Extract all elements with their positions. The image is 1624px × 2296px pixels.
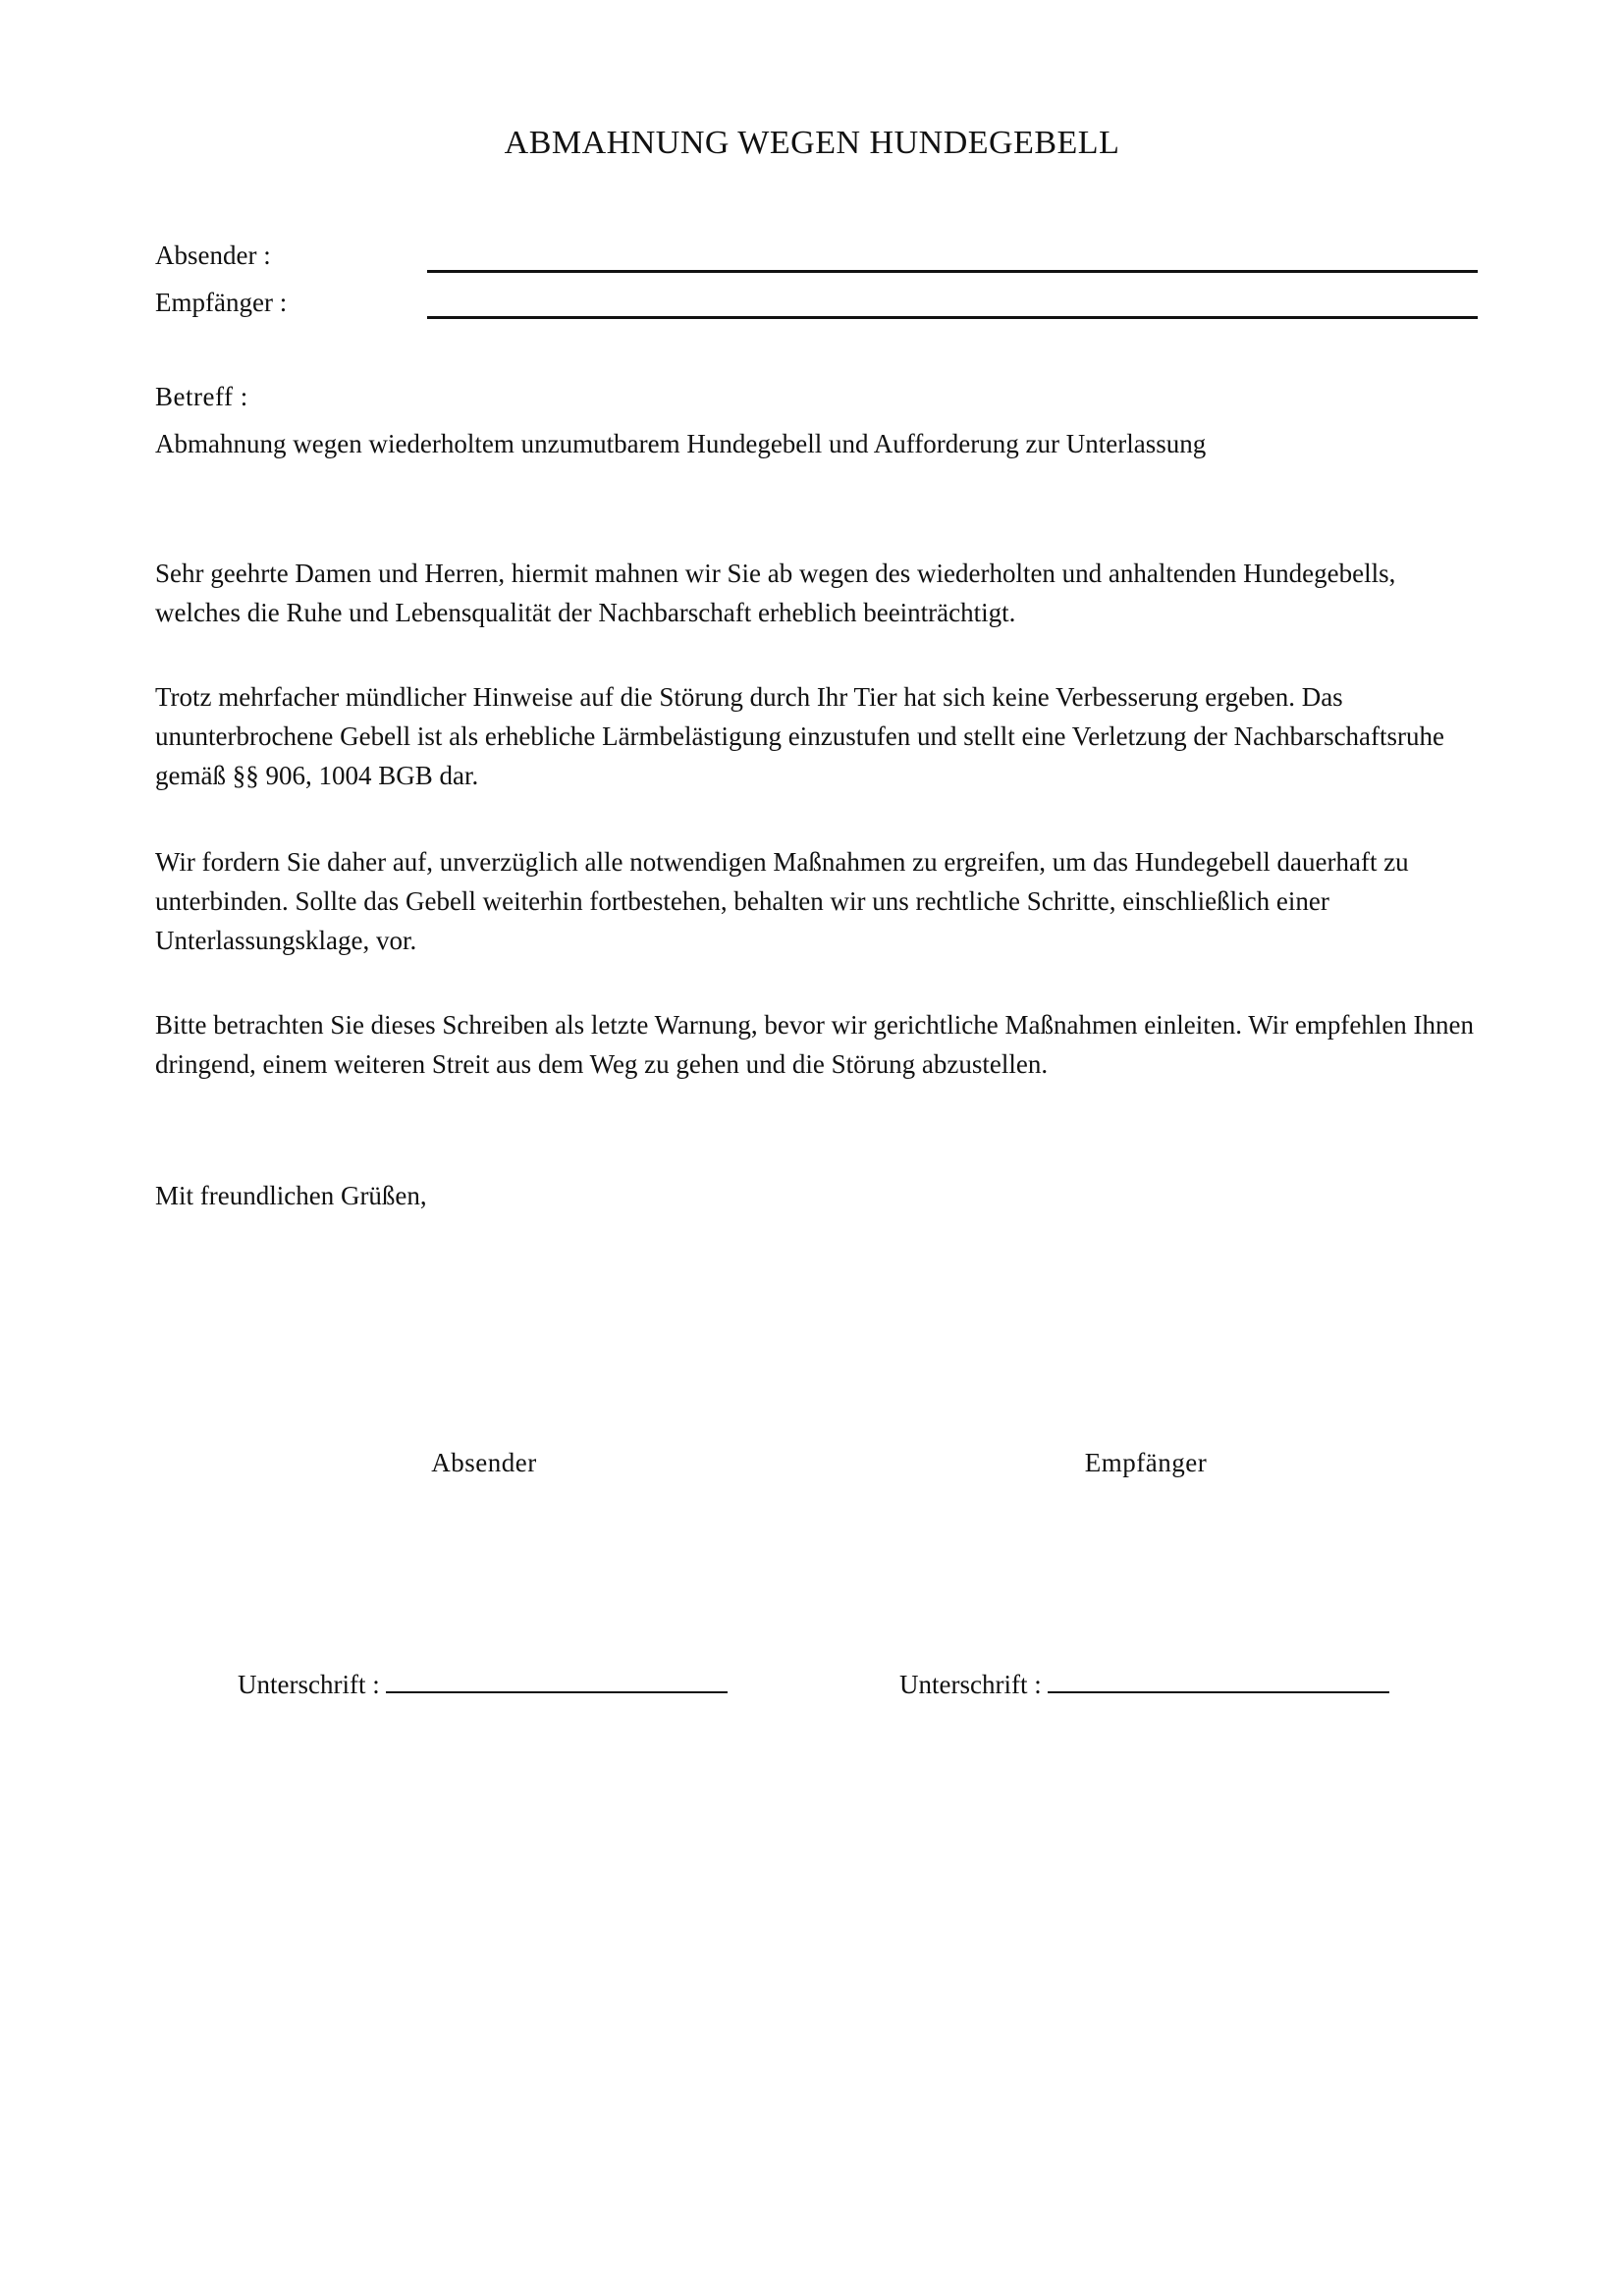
document-title: ABMAHNUNG WEGEN HUNDEGEBELL: [504, 125, 1120, 161]
paragraph-4: Bitte betrachten Sie dieses Schreiben als letzte Warnung, bevor wir gerichtliche Maßnahmen einleiten. Wir empfehlen Ihnen dringend, einem weiteren Streit aus dem Weg zu gehen und die Störung abzustellen.: [155, 1010, 1475, 1079]
recipient-line: [427, 316, 1478, 319]
sender-label: Absender :: [155, 240, 271, 270]
subject-label: Betreff :: [155, 382, 248, 411]
signature-heading-recipient: Empfänger: [1084, 1448, 1208, 1477]
signature-heading-sender: Absender: [431, 1448, 537, 1477]
subject-text: Abmahnung wegen wiederholtem unzumutbarem Hundegebell und Aufforderung zur Unterlassung: [155, 429, 1207, 458]
signature-recipient: [899, 1669, 1389, 1700]
recipient-label: Empfänger :: [155, 288, 288, 317]
signature-sender-rule: [386, 1691, 728, 1693]
paragraph-2: Trotz mehrfacher mündlicher Hinweise auf die Störung durch Ihr Tier hat sich keine Verbesserung ergeben. Das ununterbrochene Gebell ist als erhebliche Lärmbelästigung einzustufen und stellt eine Verletzung der Nachbarschaftsruhe gemäß §§ 906, 1004 BGB dar.: [155, 682, 1445, 790]
signature-recipient-rule: [1048, 1691, 1389, 1693]
signature-sender: [238, 1669, 728, 1700]
paragraph-1: Sehr geehrte Damen und Herren, hiermit mahnen wir Sie ab wegen des wiederholten und anhaltenden Hundegebells, welches die Ruhe und Lebensqualität der Nachbarschaft erheblich beeinträchtigt.: [155, 559, 1396, 627]
closing-greeting: Mit freundlichen Grüßen,: [155, 1181, 427, 1210]
signature-recipient-label: Unterschrift :: [899, 1670, 1042, 1699]
sender-line: [427, 270, 1478, 273]
signature-sender-label: Unterschrift :: [238, 1670, 380, 1699]
paragraph-3: Wir fordern Sie daher auf, unverzüglich alle notwendigen Maßnahmen zu ergreifen, um das Hundegebell dauerhaft zu unterbinden. Sollte das Gebell weiterhin fortbestehen, behalten wir uns rechtliche Schritte, einschließlich einer Unterlassungsklage, vor.: [155, 847, 1409, 955]
